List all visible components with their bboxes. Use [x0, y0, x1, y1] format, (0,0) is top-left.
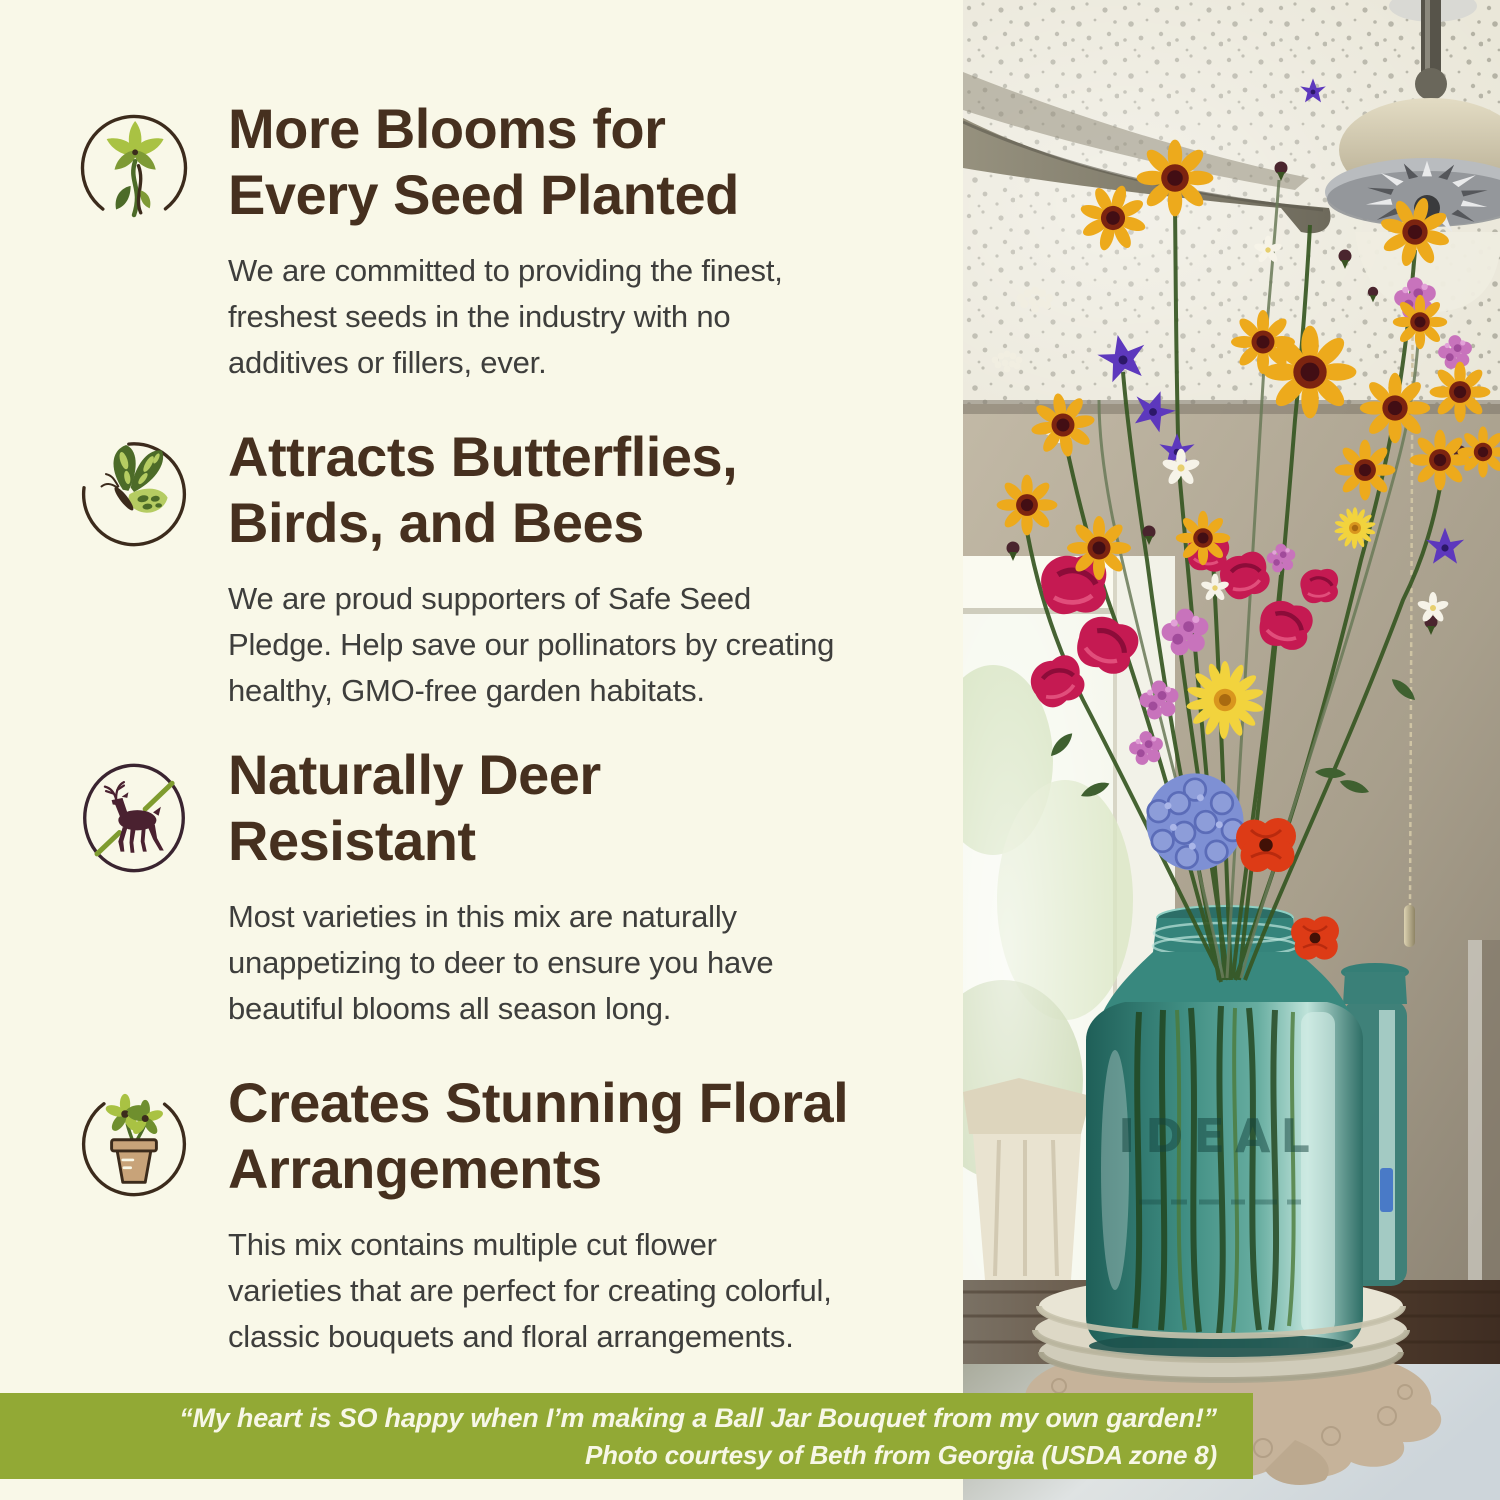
feature-title: More Blooms for Every Seed Planted: [228, 97, 739, 226]
feature-title: Naturally Deer Resistant: [228, 743, 601, 872]
testimonial-attribution: Photo courtesy of Beth from Georgia (USDA zone 8): [584, 1440, 1217, 1470]
feature-body: This mix contains multiple cut flower varieties that are perfect for creating colorful, classic bouquets and floral arrangements.: [228, 1227, 832, 1354]
feature-body: We are proud supporters of Safe Seed Pledge. Help save our pollinators by creating healthy, GMO-free garden habitats.: [228, 581, 835, 708]
testimonial-banner: [0, 1393, 1253, 1479]
feature-body: We are committed to providing the finest, freshest seeds in the industry with no additives or fillers, ever.: [228, 253, 783, 380]
feature-attracts-pollinators: [78, 424, 834, 714]
feature-title: Attracts Butterflies, Birds, and Bees: [228, 425, 738, 554]
jar-embossing: IDEAL: [1118, 1109, 1320, 1163]
feature-body: Most varieties in this mix are naturally unappetizing to deer to ensure you have beautiful blooms all season long.: [228, 899, 774, 1026]
potted-plant-icon: [78, 1086, 190, 1198]
no-deer-icon: [78, 762, 190, 874]
testimonial-quote: “My heart is SO happy when I’m making a Ball Jar Bouquet from my own garden!”: [179, 1403, 1217, 1433]
bouquet-photo: [963, 0, 1500, 1500]
mirror-edge: [1468, 940, 1482, 1280]
lily-flower-icon: [78, 112, 190, 224]
feature-title: Creates Stunning Floral Arrangements: [228, 1071, 849, 1200]
feature-more-blooms: [78, 96, 783, 386]
feature-floral-arrangements: [78, 1070, 848, 1360]
feature-deer-resistant: [78, 742, 773, 1032]
butterfly-icon: [78, 436, 190, 548]
